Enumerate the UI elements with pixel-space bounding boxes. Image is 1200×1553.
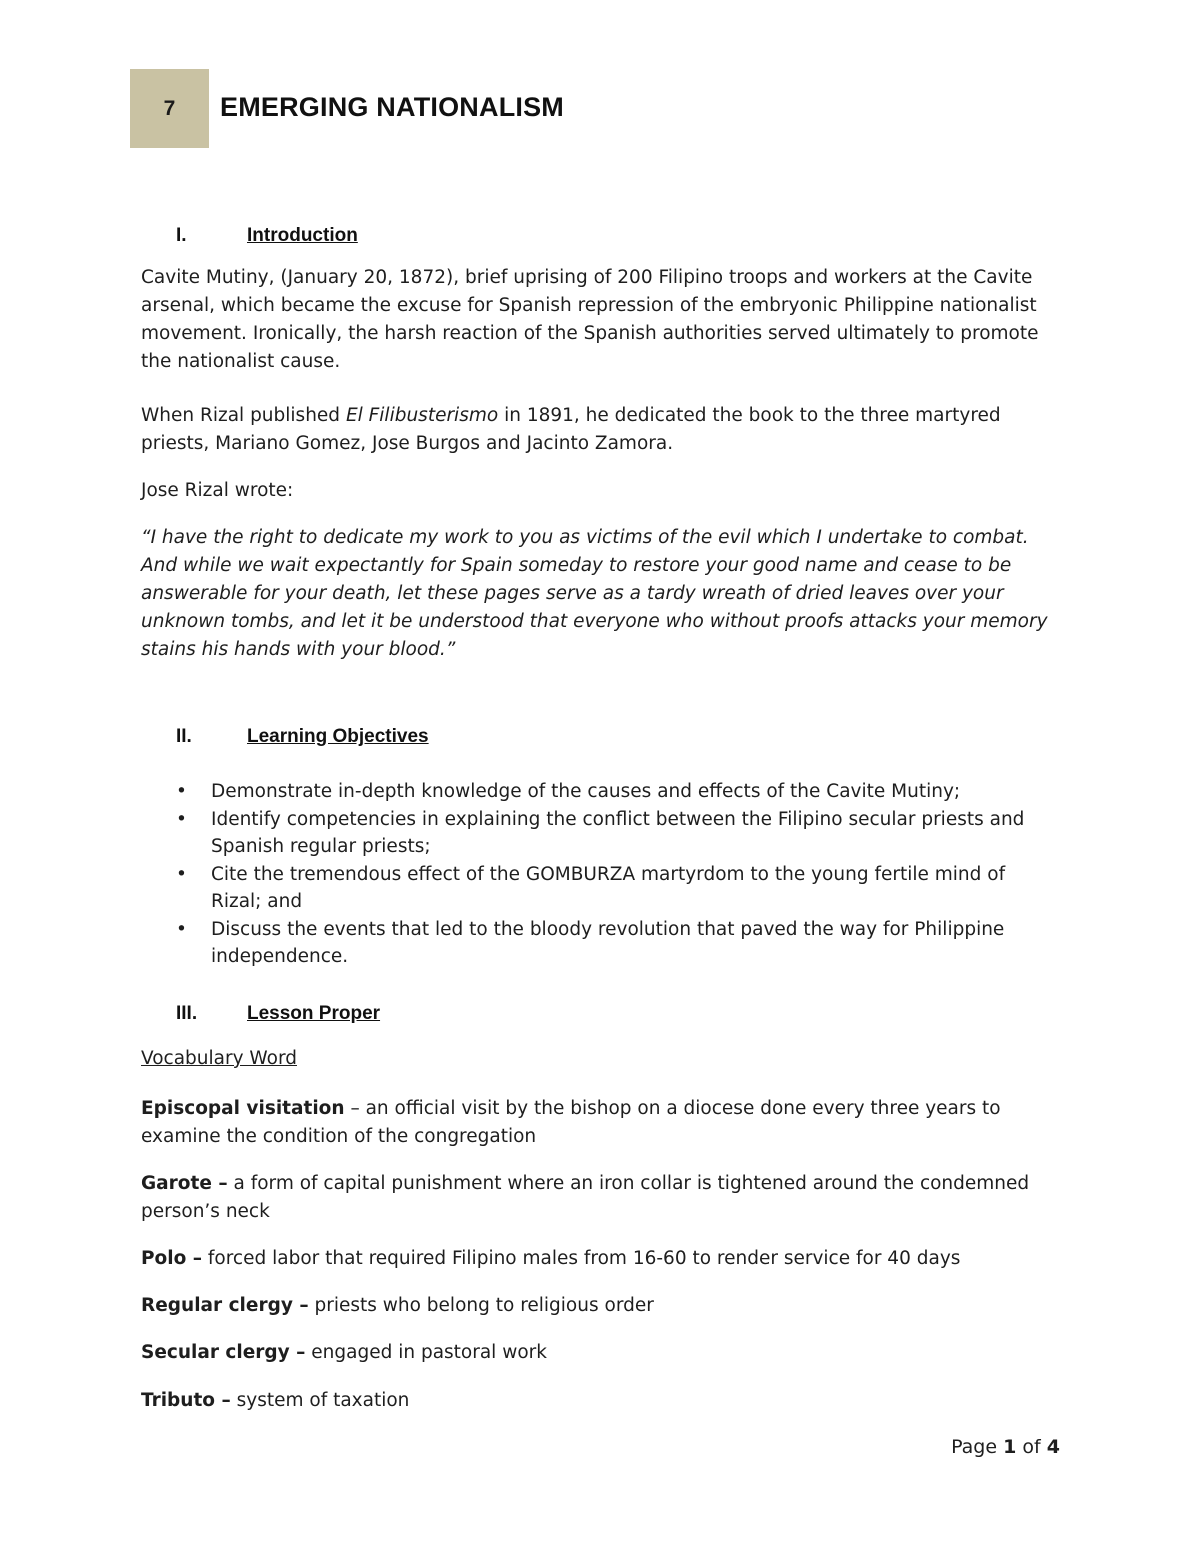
chapter-number: 7	[163, 96, 176, 120]
page-word: Page	[951, 1436, 998, 1458]
bullet-icon: •	[176, 918, 187, 940]
section-numeral: III.	[176, 1003, 198, 1024]
chapter-number-box	[130, 69, 209, 148]
chapter-title: EMERGING NATIONALISM	[220, 92, 564, 122]
vocab-term-garote	[141, 1170, 1061, 1226]
vocab-term-polo	[141, 1245, 1061, 1273]
objective-text: Discuss the events that led to the bloody revolution that paved the way for Philippine independence.	[211, 918, 1005, 967]
vocabulary-title: Vocabulary Word	[141, 1048, 297, 1069]
term-separator: –	[344, 1098, 366, 1119]
section-numeral: II.	[176, 726, 192, 747]
term-name: Garote –	[141, 1173, 228, 1194]
current-page: 1	[1003, 1436, 1017, 1458]
vocab-term-episcopal-visitation	[141, 1095, 1061, 1151]
section-title: Lesson Proper	[247, 1003, 381, 1024]
section-title: Introduction	[247, 225, 358, 246]
term-definition: an official visit by the bishop on a diocese done every three years to examine the condition of the congregation	[141, 1098, 1001, 1147]
vocab-term-secular-clergy	[141, 1339, 1061, 1367]
term-name: Regular clergy –	[141, 1295, 309, 1316]
rizal-dedication-paragraph	[141, 402, 1061, 458]
term-name: Polo –	[141, 1248, 203, 1269]
term-name: Secular clergy –	[141, 1342, 306, 1363]
of-word: of	[1022, 1436, 1041, 1458]
intro-paragraph: Cavite Mutiny, (January 20, 1872), brief uprising of 200 Filipino troops and workers at the Cavite arsenal, which became the excuse for Spanish repression of the embryonic Philippine nationalist movement. Ironically, the harsh reaction of the Spanish authorities served ultimately to promote the nationalist cause.	[141, 267, 1039, 372]
total-pages: 4	[1046, 1436, 1060, 1458]
dedication-text-after: in 1891, he dedicated the book to the three martyred priests, Mariano Gomez, Jose Burgos and Jacinto Zamora.	[141, 405, 1001, 454]
bullet-icon: •	[176, 863, 187, 885]
term-definition: system of taxation	[236, 1390, 410, 1411]
list-item	[176, 916, 1056, 971]
section-numeral: I.	[176, 225, 187, 246]
vocab-term-regular-clergy	[141, 1292, 1061, 1320]
list-item	[176, 778, 1056, 806]
dedication-text-before: When Rizal published	[141, 405, 346, 426]
rizal-quote: “I have the right to dedicate my work to you as victims of the evil which I undertake to combat. And while we wait expectantly for Spain someday to restore your good name and cease to be answerable for your death, let these pages serve as a tardy wreath of dried leaves over your unknown tombs, and let it be understood that everyone who without proofs attacks your memory stains his hands with your blood.”	[141, 527, 1048, 660]
term-definition: engaged in pastoral work	[311, 1342, 547, 1363]
bullet-icon: •	[176, 808, 187, 830]
bullet-icon: •	[176, 781, 187, 802]
list-item	[176, 861, 1056, 916]
vocab-term-tributo	[141, 1387, 1061, 1415]
rizal-wrote-line: Jose Rizal wrote:	[141, 480, 294, 501]
term-definition: priests who belong to religious order	[314, 1295, 654, 1316]
list-item	[176, 806, 1056, 861]
page-number	[951, 1436, 1060, 1458]
book-title: El Filibusterismo	[345, 405, 499, 426]
term-definition: forced labor that required Filipino males from 16-60 to render service for 40 days	[207, 1248, 961, 1269]
objective-text: Demonstrate in-depth knowledge of the causes and effects of the Cavite Mutiny;	[211, 781, 961, 802]
objectives-list	[176, 778, 1056, 971]
term-definition: a form of capital punishment where an iron collar is tightened around the condemned person’s neck	[141, 1173, 1030, 1222]
term-name: Episcopal visitation	[141, 1098, 345, 1119]
section-title: Learning Objectives	[247, 726, 429, 747]
objective-text: Identify competencies in explaining the conflict between the Filipino secular priests and Spanish regular priests;	[211, 808, 1025, 857]
objective-text: Cite the tremendous effect of the GOMBURZA martyrdom to the young fertile mind of Rizal; and	[211, 863, 1006, 912]
term-name: Tributo –	[141, 1390, 231, 1411]
